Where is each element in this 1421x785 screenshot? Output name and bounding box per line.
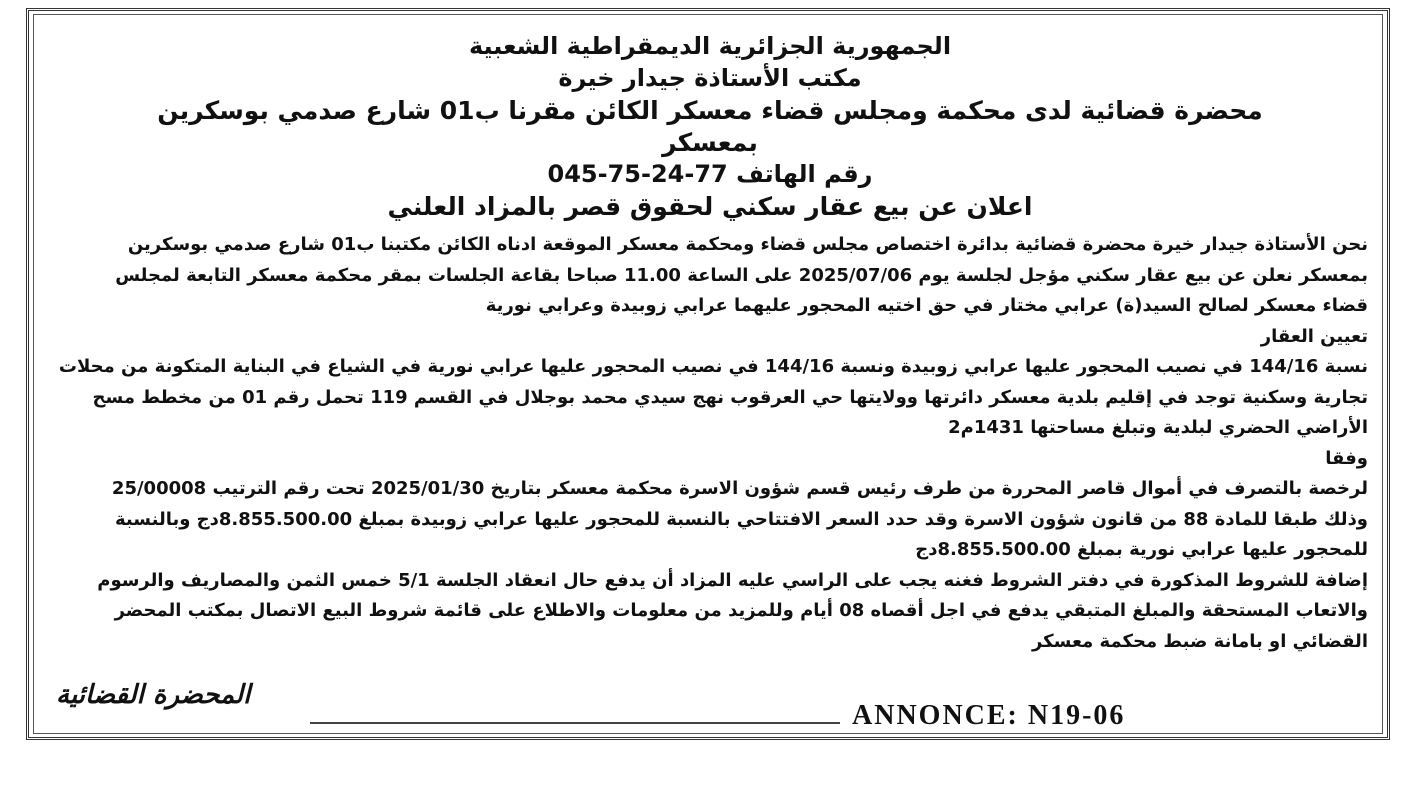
body-line: وذلك طبقا للمادة 88 من قانون شؤون الاسرة وقد حدد السعر الافتتاحي بالنسبة للمحجور عليها عرابي زوبيدة بمبلغ 8.855.500.00دج وبالنسبة: [115, 508, 1368, 530]
announcement-title: اعلان عن بيع عقار سكني لحقوق قصر بالمزاد العلني: [387, 192, 1033, 221]
body-line: بمعسكر نعلن عن بيع عقار سكني مؤجل لجلسة يوم 2025/07/06 على الساعة 11.00 صباحا بقاعة الجلسات بمقر محكمة معسكر التابعة لمجلس: [115, 264, 1368, 286]
body-line: القضائي او بامانة ضبط محكمة معسكر: [1031, 630, 1368, 652]
document-header: [60, 30, 1360, 224]
body-line: لرخصة بالتصرف في أموال قاصر المحررة من طرف رئيس قسم شؤون الاسرة محكمة معسكر بتاريخ 2025/01/30 تحت رقم الترتيب 25/00008: [111, 478, 1368, 499]
annonce-number: ANNONCE: N19-06: [846, 700, 1131, 732]
body-line: والاتعاب المستحقة والمبلغ المتبقي يدفع في اجل أقصاه 08 أيام وللمزيد من معلومات والاطلاع على قائمة شروط البيع الاتصال بمكتب المحضر: [114, 600, 1368, 621]
body-line: قضاء معسكر لصالح السيد(ة) عرابي مختار في حق اختيه المحجور عليهما عرابي زوبيدة وعرابي نورية: [485, 295, 1368, 316]
court-officer-line: محضرة قضائية لدى محكمة ومجلس قضاء معسكر الكائن مقرنا ب01 شارع صدمي بوسكرين: [157, 96, 1263, 125]
phone-line: رقم الهاتف 77-24-75-045: [547, 160, 873, 188]
body-line: إضافة للشروط المذكورة في دفتر الشروط فغنه يجب على الراسي عليه المزاد أن يدفع حال انعقاد الجلسة 5/1 خمس الثمن والمصاريف والرسوم: [97, 569, 1368, 591]
section-heading-property: تعيين العقار: [1260, 325, 1368, 347]
body-line: نحن الأستاذة جيدار خيرة محضرة قضائية بدائرة اختصاص مجلس قضاء ومحكمة معسكر الموقعة ادناه الكائن مكتبنا ب01 شارع صدمي بوسكرين: [127, 234, 1368, 255]
signature: المحضرة القضائية: [56, 680, 251, 710]
republic-title: الجمهورية الجزائرية الديمقراطية الشعبية: [468, 32, 952, 60]
announcement-body: [46, 230, 1368, 657]
section-heading-according: وفقا: [1325, 447, 1368, 469]
body-line: نسبة 144/16 في نصيب المحجور عليها عرابي زوبيدة ونسبة 144/16 في نصيب المحجور عليها عرابي نورية في الشياع في البناية المتكونة من محلات: [58, 356, 1368, 377]
office-title: مكتب الأستاذة جيدار خيرة: [558, 64, 862, 92]
body-line: للمحجور عليها عرابي نورية بمبلغ 8.855.500.00دج: [915, 539, 1368, 560]
body-line: تجارية وسكنية توجد في إقليم بلدية معسكر دائرتها وولايتها حي العرقوب نهج سيدي محمد بوجلال في القسم 119 تحمل رقم 01 من مخطط مسح: [92, 386, 1368, 408]
divider-rule: [310, 722, 840, 724]
city-line: بمعسكر: [662, 128, 758, 157]
body-line: الأراضي الحضري لبلدية وتبلغ مساحتها 1431م2: [948, 417, 1368, 438]
